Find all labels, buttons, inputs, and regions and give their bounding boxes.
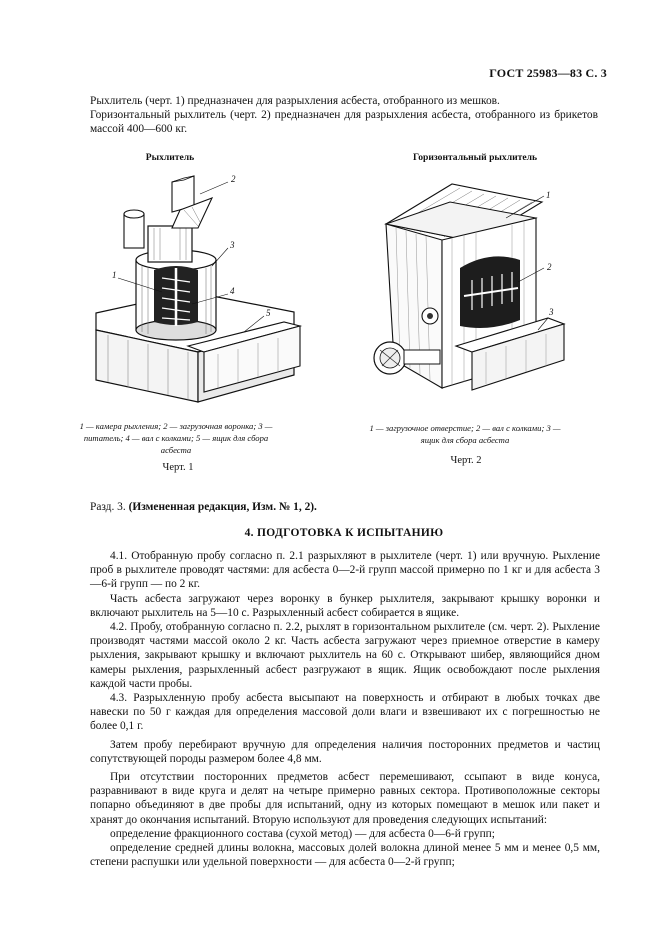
figure2-number: Черт. 2 [450,455,482,466]
page-header: ГОСТ 25983—83 С. 3 [489,66,607,80]
paragraph-4-3: 4.3. Разрыхленную пробу асбеста высыпают на поверхность и отбирают в любых точках две навески по 50 г каждая для определения массовой доли влаги и взвешивают их с погрешностью не более 0,1 г. [90,692,600,733]
figure2-title: Горизонтальный рыхлитель [412,152,538,163]
figure1-number: Черт. 1 [162,462,194,473]
figure1-title: Рыхлитель [145,152,195,163]
intro-text [90,94,598,137]
list-item: определение фракционного состава (сухой метод) — для асбеста 0—6-й групп; [110,827,495,840]
figure1-label-4: 4 [230,286,235,296]
paragraph-4-3-b: Затем пробу перебирают вручную для определения наличия посторонних предметов и частиц сопутствующей породы размером более 4,8 мм. [90,738,600,765]
revision-bold: (Измененная редакция, Изм. № 1, 2). [128,501,317,513]
revision-note [90,500,598,514]
figure2-caption: 1 — загрузочное отверстие; 2 — вал с колками; 3 — ящик для сбора асбеста [369,423,561,445]
intro-paragraph-1: Рыхлитель (черт. 1) предназначен для разрыхления асбеста, отобранного из мешков. [90,95,500,107]
section-title: 4. ПОДГОТОВКА К ИСПЫТАНИЮ [244,527,444,539]
figure2-label-3: 3 [549,307,554,317]
paragraph-4-2: 4.2. Пробу, отобранную согласно п. 2.2, рыхлят в горизонтальном рыхлителе (см. черт. 2). Рыхление производят частями массой около 2 кг. Часть асбеста загружают через приемное отверстие в камеру рыхления, закрывают крышку и включают рыхлитель на 60 с. Открывают шибер, являющийся дном камеры рыхления, разрыхленный асбест разгружают в ящик. Ящик освобождают после рыхления каждой части пробы. [90,621,600,690]
figure1-caption: 1 — камера рыхления; 2 — загрузочная воронка; 3 — питатель; 4 — вал с колками; 5 — ящик для сбора асбеста [79,421,273,455]
revision-prefix: Разд. 3. [90,501,129,513]
figure1-label-5: 5 [266,308,271,318]
figure2-label-1: 1 [546,190,551,200]
intro-paragraph-2: Горизонтальный рыхлитель (черт. 2) предназначен для разрыхления асбеста, отобранного из брикетов массой 400—600 кг. [90,109,598,136]
paragraph-4-1-b: Часть асбеста загружают через воронку в бункер рыхлителя, закрывают крышку воронки и включают рыхлитель на 5—10 с. Разрыхленный асбест собирается в ящике. [90,592,600,619]
figure2-drawing [360,170,570,410]
paragraph-4-1: 4.1. Отобранную пробу согласно п. 2.1 разрыхляют в рыхлителе (черт. 1) или вручную. Рыхление проб в рыхлителе проводят частями: для асбеста 0—2-й групп массой примерно по 1 кг и для асбеста 3—6-й групп — по 2 кг. [90,550,600,591]
paragraph-4-3-c: При отсутствии посторонних предметов асбест перемешивают, ссыпают в виде конуса, разравнивают в виде круга и делят на четыре примерно равных сектора. Противоположные секторы попарно объединяют в две пробы для испытаний, одну из которых помещают в мешок или пакет и хранят до окончания испытаний. Вторую используют для проведения следующих испытаний: [90,771,600,826]
figure1-label-1: 1 [112,270,117,280]
section-body [90,549,600,869]
figure1-label-2: 2 [231,174,236,184]
figure2-label-2: 2 [547,262,552,272]
list-item: определение средней длины волокна, массовых долей волокна длиной менее 5 мм и менее 0,5 мм, степени распушки или удельной поверхности — для асбеста 0—2-й групп; [90,842,600,869]
figure1-label-3: 3 [230,240,235,250]
figure1-drawing [88,170,303,410]
